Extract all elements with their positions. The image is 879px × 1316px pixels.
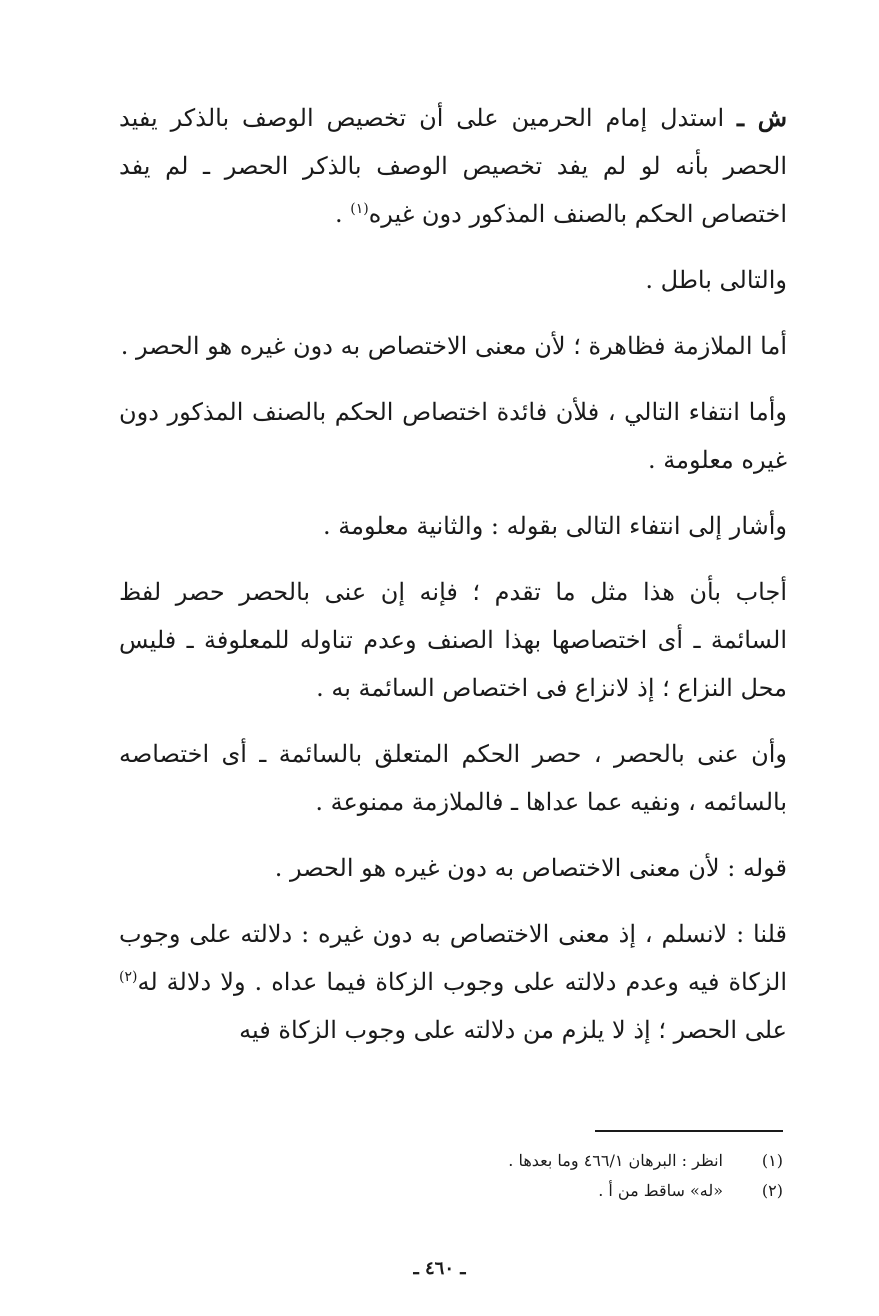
commentary-marker: ش ـ <box>737 103 788 132</box>
paragraph-text: وأشار إلى انتفاء التالى بقوله : والثانية معلومة . <box>323 512 787 540</box>
paragraph-8 <box>119 844 787 892</box>
footnote-ref-2[interactable]: (٢) <box>119 969 138 985</box>
paragraph-text: وأما انتفاء التالي ، فلأن فائدة اختصاص الحكم بالصنف المذكور دون غيره معلومة . <box>119 398 787 474</box>
footnote-text: انظر : البرهان ٤٦٦/١ وما بعدها . <box>508 1151 723 1170</box>
paragraph-9 <box>119 910 787 1054</box>
paragraph-6 <box>119 568 787 712</box>
paragraph-text: أما الملازمة فظاهرة ؛ لأن معنى الاختصاص به دون غيره هو الحصر . <box>120 332 787 360</box>
footnotes <box>183 1146 783 1206</box>
paragraph-text: استدل إمام الحرمين على أن تخصيص الوصف بالذكر يفيد الحصر بأنه لو لم يفد تخصيص الوصف بالذكر الحصر ـ لم يفد اختصاص الحكم بالصنف المذكور دون غيره <box>119 104 787 228</box>
paragraph-3 <box>119 322 787 370</box>
paragraph-7 <box>119 730 787 826</box>
footnote-2 <box>183 1176 783 1206</box>
main-text <box>119 94 787 1072</box>
paragraph-text: أجاب بأن هذا مثل ما تقدم ؛ فإنه إن عنى بالحصر حصر لفظ السائمة ـ أى اختصاصها بهذا الصنف وعدم تناوله للمعلوفة ـ فليس محل النزاع ؛ إذ لانزاع فى اختصاص السائمة به . <box>119 578 787 702</box>
paragraph-5 <box>119 502 787 550</box>
paragraph-text: والتالى باطل . <box>645 266 787 294</box>
footnote-divider <box>595 1130 783 1132</box>
paragraph-4 <box>119 388 787 484</box>
footnote-ref-1[interactable]: (١) <box>350 201 369 217</box>
paragraph-1 <box>119 94 787 238</box>
paragraph-text: قلنا : لانسلم ، إذ معنى الاختصاص به دون غيره : دلالته على وجوب الزكاة فيه وعدم دلالته على وجوب الزكاة فيما عداه . ولا دلالة له <box>119 920 787 996</box>
footnote-number: (٢) <box>761 1181 783 1200</box>
footnote-text: «له» ساقط من أ . <box>598 1181 723 1200</box>
footnote-1 <box>183 1146 783 1176</box>
footnote-number: (١) <box>761 1151 783 1170</box>
paragraph-text: قوله : لأن معنى الاختصاص به دون غيره هو الحصر . <box>274 854 787 882</box>
paragraph-text: وأن عنى بالحصر ، حصر الحكم المتعلق بالسائمة ـ أى اختصاصه بالسائمه ، ونفيه عما عداها ـ فالملازمة ممنوعة . <box>119 740 787 816</box>
paragraph-2 <box>119 256 787 304</box>
paragraph-tail: على الحصر ؛ إذ لا يلزم من دلالته على وجوب الزكاة فيه <box>239 1016 787 1044</box>
paragraph-tail: . <box>334 200 351 228</box>
page-number: ـ ٤٦٠ ـ <box>413 1258 466 1279</box>
